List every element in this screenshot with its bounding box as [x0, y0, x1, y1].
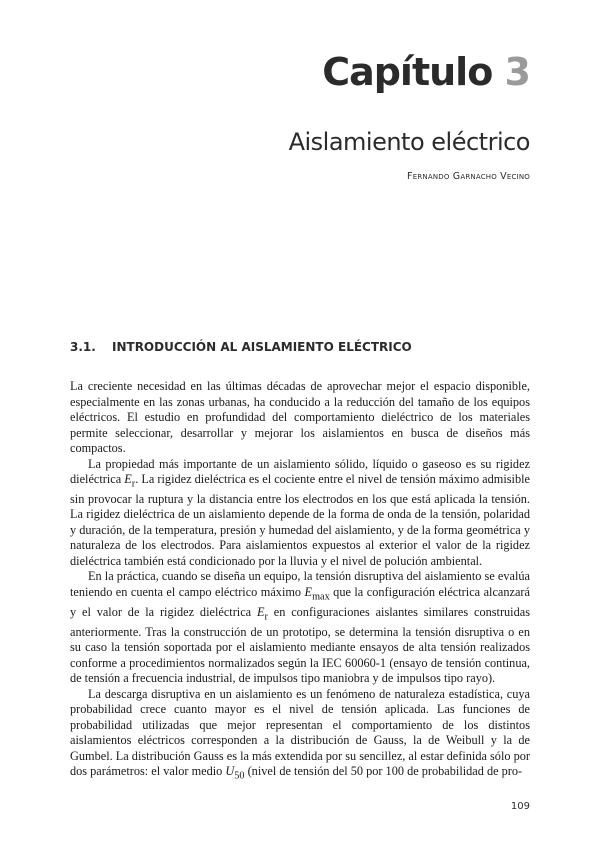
- symbol-u-50: U: [225, 764, 235, 779]
- body-text: [70, 379, 530, 784]
- paragraph-3-text-b: que la configuración eléctrica alcanzará y el valor de la rigidez dieléctrica: [70, 584, 530, 619]
- chapter-heading: [322, 44, 530, 100]
- subscript-r: r: [131, 478, 136, 490]
- section-title: INTRODUCCIÓN AL AISLAMIENTO ELÉCTRICO: [112, 340, 412, 354]
- paragraph-1: La creciente necesidad en las últimas décadas de aprovechar mejor el espacio disponible, especialmente en las zonas urbanas, ha conducido a la reducción del tamaño de los equipos eléctricos. El estudio en profundidad del comportamiento dieléctrico de los materiales permite seleccionar, desarrollar y mejorar los aislamientos en busca de diseños más compactos.: [70, 379, 530, 455]
- paragraph-4-text-b: (nivel de tensión del 50 por 100 de probabilidad de pro-: [244, 764, 523, 779]
- paragraph-4: [70, 687, 530, 784]
- chapter-title: Aislamiento eléctrico: [288, 128, 530, 156]
- paragraph-2-text-a: La propiedad más importante de un aislamiento sólido, líquido o gaseoso es su rigidez dieléctrica: [70, 456, 530, 486]
- paragraph-4-text-a: La descarga disruptiva en un aislamiento es un fenómeno de naturaleza estadística, cuya probabilidad crece cuanto mayor es el nivel de tensión aplicada. Las funciones de probabilidad utilizadas que mejor representan el comportamiento de los distintos aislamientos eléctricos corresponden a la distribución de Gauss, la de Weibull y la de Gumbel. La distribución Gauss es la más extendida por su sencillez, al estar definida sólo por dos parámetros: el valor medio: [70, 686, 530, 779]
- paragraph-3-text-a: En la práctica, cuando se diseña un equipo, la tensión disruptiva del aislamiento se evalúa teniendo en cuenta el campo eléctrico máximo: [70, 569, 530, 599]
- subscript-max: max: [312, 591, 330, 603]
- section-heading: [70, 337, 412, 357]
- subscript-50: 50: [234, 770, 245, 782]
- paragraph-2-text-b: . La rigidez dieléctrica es el cociente entre el nivel de tensión máximo admisible sin provocar la ruptura y la distancia entre los electrodos en los que está aplicada la tensión. La rigidez dieléctrica de un aislamiento depende de la forma de onda de la tensión, polaridad y duración, de la temperatura, presión y humedad del aislamiento, y de la forma geométrica y naturaleza de los electrodos. Para aislamientos expuestos al exterior el valor de la rigidez dieléctrica también está condicionado por la lluvia y el nivel de polución ambiental.: [70, 472, 530, 568]
- subscript-r-2: r: [264, 611, 268, 623]
- paragraph-3: [70, 569, 530, 686]
- chapter-author: Fernando Garnacho Vecino: [407, 171, 530, 182]
- chapter-number: 3: [504, 50, 530, 94]
- chapter-label: Capítulo: [322, 50, 493, 94]
- section-number: 3.1.: [70, 340, 96, 354]
- symbol-e-r-2: E: [256, 604, 265, 619]
- symbol-e-max: E: [304, 584, 313, 599]
- symbol-e-r: E: [124, 472, 132, 486]
- paragraph-2: [70, 457, 530, 570]
- page-number: 109: [510, 801, 530, 812]
- paragraph-3-text-c: en configuraciones aislantes similares construidas anteriormente. Tras la construcción de un prototipo, se determina la tensión disruptiva o en su caso la tensión soportada por el aislamiento mediante ensayos de alta tensión realizados conforme a procedimientos normalizados según la IEC 60060-1 (ensayo de tensión continua, de tensión a frecuencia industrial, de impulsos tipo maniobra y de impulsos tipo rayo).: [70, 604, 530, 686]
